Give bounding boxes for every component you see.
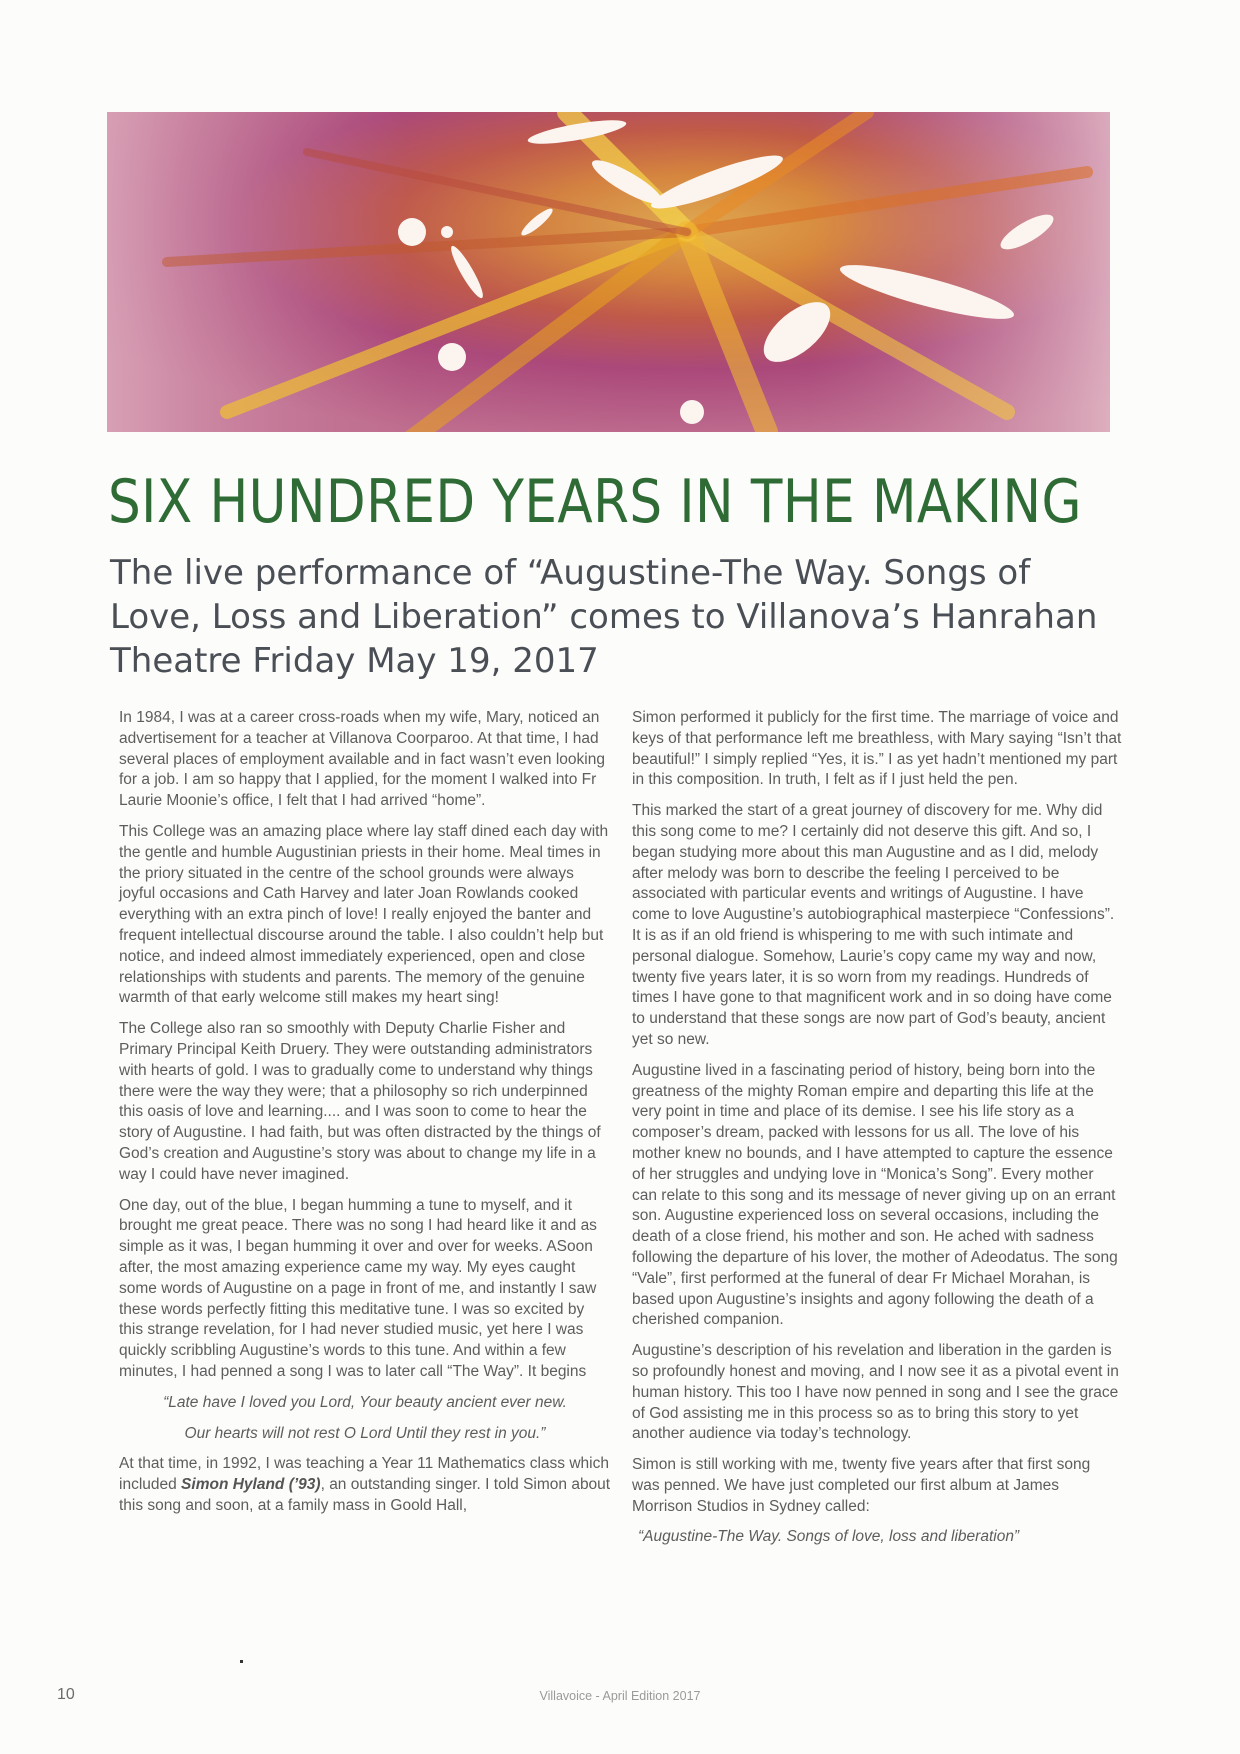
singer-name: Simon Hyland (’93) <box>181 1476 321 1494</box>
paragraph-text: , an outstanding singer. I told Simon about this song and soon, at a family mass in Goold Hall, <box>119 1476 611 1514</box>
page-number: 10 <box>57 1686 75 1703</box>
article-subtitle: The live performance of “Augustine-The Way. Songs of Love, Loss and Liberation” comes to Villanova’s Hanrahan Theatre Friday May 19, 2017 <box>110 553 1098 681</box>
paragraph: The College also ran so smoothly with Deputy Charlie Fisher and Primary Principal Keith Druery. They were outstanding administrators with hearts of gold. I was to gradually come to understand why things there were the way they were; that a philosophy so rich underpinned this oasis of love and learning.... and I was soon to come to hear the story of Augustine. I had faith, but was often distracted by the things of God’s creation and Augustine’s story was about to change my life in a way I could have never imagined. <box>119 1020 601 1183</box>
paragraph: This College was an amazing place where lay staff dined each day with the gentle and humble Augustinian priests in their home. Meal times in the priory situated in the centre of the school grounds were always joyful occasions and Cath Harvey and later Joan Rowlands cooked everything with an extra pinch of love! I really enjoyed the banter and frequent intellectual discourse around the table. I also couldn’t help but notice, and indeed almost immediately experienced, open and close relationships with students and parents. The memory of the genuine warmth of that early welcome still makes my heart sing! <box>119 822 609 1007</box>
paragraph: One day, out of the blue, I began humming a tune to myself, and it brought me great peace. There was no song I had heard like it and as simple as it was, I began humming it over and over for weeks. ASoon after, the most amazing experience came my way. My eyes caught some words of Augustine on a page in front of me, and instantly I saw these words perfectly fitting this meditative tune. I was so excited by this strange revelation, for I had never studied music, yet here I was quickly scribbling Augustine’s words to this tune. And within a few minutes, I had penned a song I was to later call “The Way”. It begins <box>119 1196 597 1380</box>
left-column <box>119 708 611 1527</box>
song-quote-line-2: Our hearts will not rest O Lord Until they rest in you.” <box>184 1424 546 1442</box>
song-quote-line-1: “Late have I loved you Lord, Your beauty ancient ever new. <box>163 1393 567 1411</box>
right-column <box>632 708 1122 1558</box>
paragraph-text: At that time, in 1992, I was teaching a Year 11 Mathematics class which included <box>119 1455 609 1494</box>
footer-publication: Villavoice - April Edition 2017 <box>539 1689 701 1703</box>
paragraph: Simon performed it publicly for the first time. The marriage of voice and keys of that performance left me breathless, with Mary saying “Isn’t that beautiful!” I simply replied “Yes, it is.” I as yet hadn’t mentioned my part in this composition. In truth, I felt as if I just held the pen. <box>632 709 1122 789</box>
paragraph: Augustine lived in a fascinating period of history, being born into the greatness of the mighty Roman empire and departing this life at the very point in time and place of its demise. I see his life story as a composer’s dream, packed with lessons for us all. The love of his mother knew no bounds, and I have attempted to capture the essence of her struggles and undying love in “Monica’s Song”. Every mother can relate to this song and its message of never giving up on an errant son. Augustine experienced loss on several occasions, including the death of a close friend, his mother and son. He ached with sadness following the departure of his lover, the mother of Adeodatus. The song “Vale”, first performed at the funeral of dear Fr Michael Morahan, is based upon Augustine’s insights and agony following the death of a cherished companion. <box>632 1061 1118 1329</box>
paragraph: In 1984, I was at a career cross-roads when my wife, Mary, noticed an advertisement for a teacher at Villanova Coorparoo. At that time, I had several places of employment available and in fact wasn’t even looking for a job. I am so happy that I applied, for the moment I walked into Fr Laurie Moonie’s office, I felt that I had arrived “home”. <box>119 709 605 810</box>
album-title-quote: “Augustine-The Way. Songs of love, loss and liberation” <box>638 1528 1020 1546</box>
paragraph: Augustine’s description of his revelation and liberation in the garden is so profoundly honest and moving, and I now see it as a pivotal event in human history. This too I have now penned in song and I see the grace of God assisting me in this process so as to bring this story to yet another audience via today’s technology. <box>632 1342 1119 1443</box>
paragraph: Simon is still working with me, twenty five years after that first song was penned. We have just completed our first album at James Morrison Studios in Sydney called: <box>632 1456 1091 1515</box>
hero-abstract-painting <box>107 112 1110 432</box>
paragraph <box>119 1454 611 1516</box>
article-title: SIX HUNDRED YEARS IN THE MAKING <box>108 467 1082 537</box>
print-speck <box>240 1660 243 1663</box>
paragraph: This marked the start of a great journey of discovery for me. Why did this song come to me? I certainly did not deserve this gift. And so, I began studying more about this man Augustine and as I did, melody after melody was born to describe the feeling I perceived to be associated with particular events and writings of Augustine. I have come to love Augustine’s autobiographical masterpiece “Confessions”. It is as if an old friend is whispering to me with such intimate and personal dialogue. Somehow, Laurie’s copy came my way and now, twenty five years later, it is so worn from my readings. Hundreds of times I have gone to that magnificent work and in so doing have come to understand that these songs are now part of God’s beauty, ancient yet so new. <box>632 802 1115 1048</box>
